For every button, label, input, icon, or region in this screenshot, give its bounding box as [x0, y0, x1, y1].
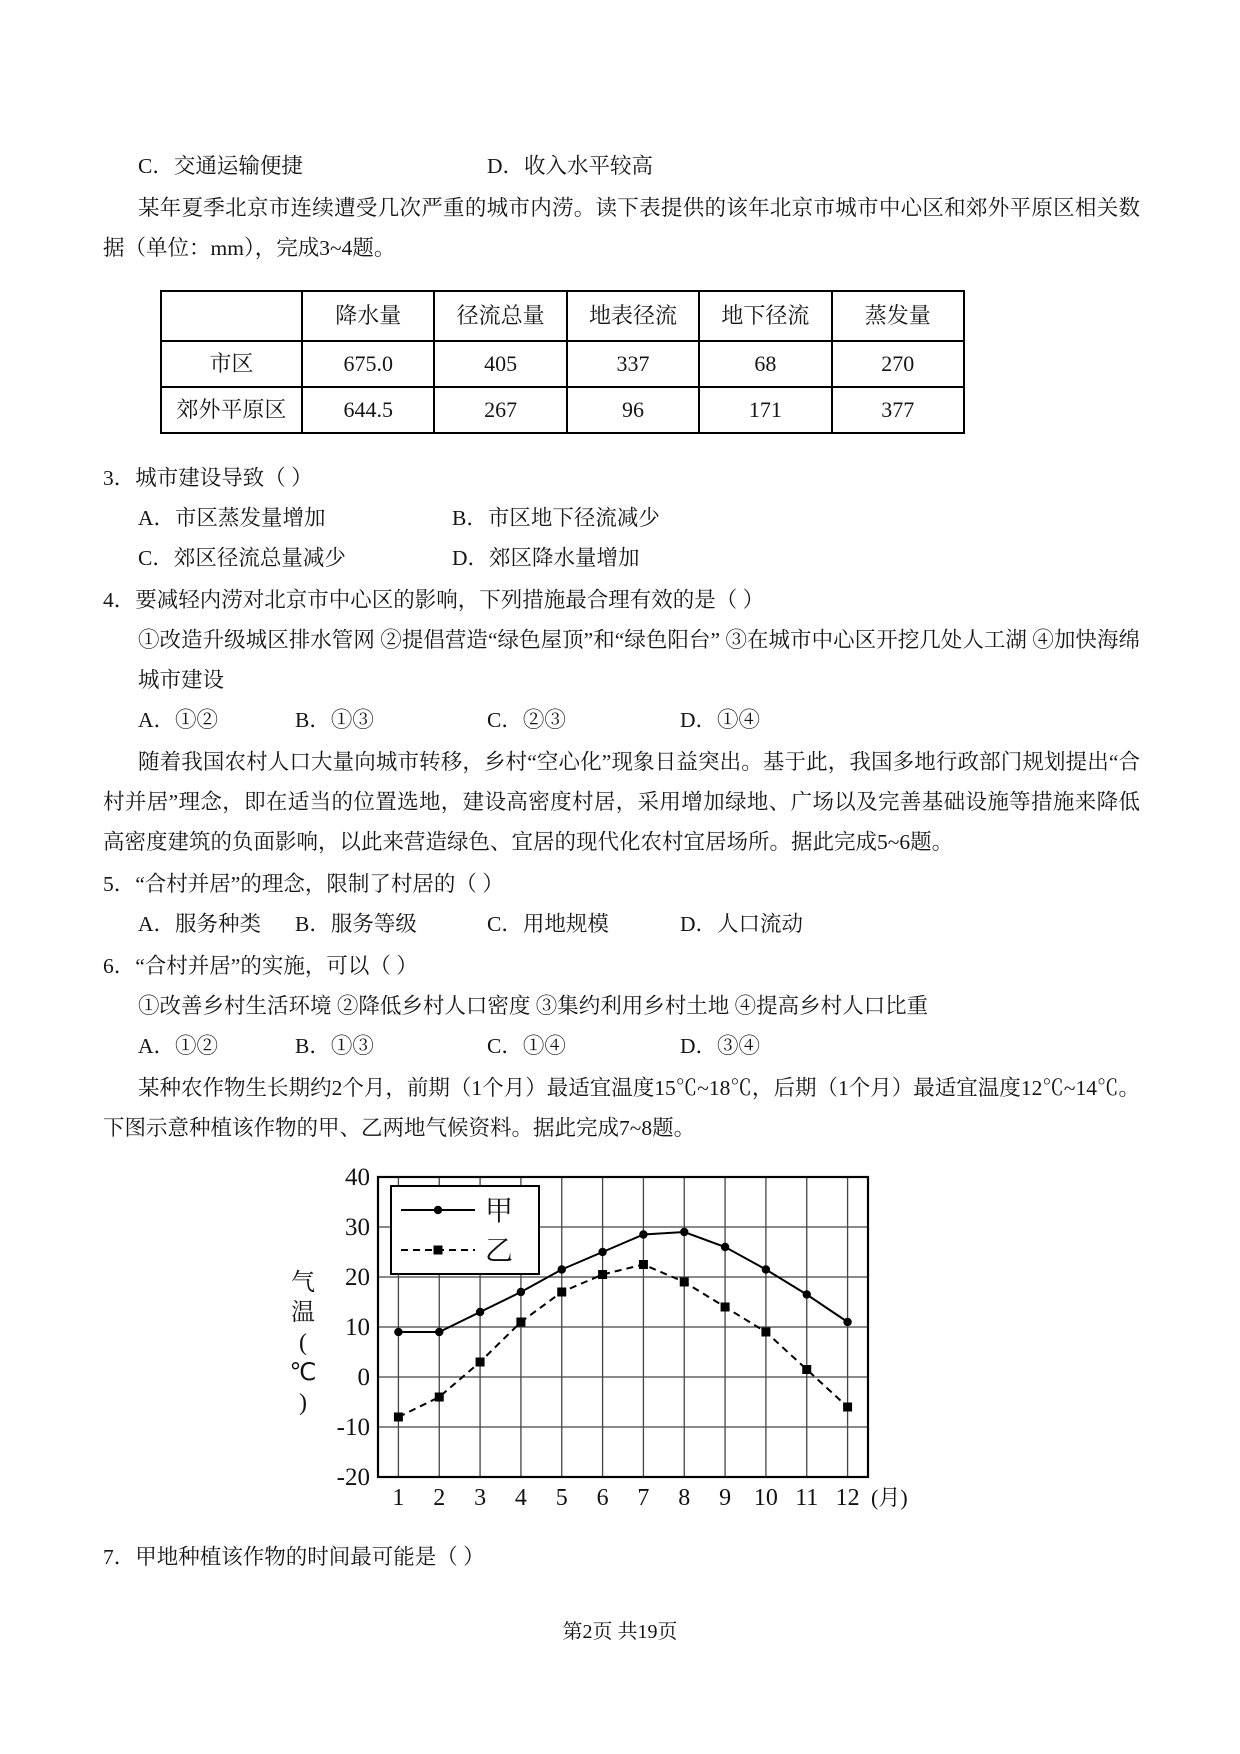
table-cell: 96 [567, 387, 699, 433]
option-a: A．①② [138, 1034, 219, 1058]
option-b: B．服务等级 [295, 912, 417, 936]
table-header-cell: 蒸发量 [832, 291, 964, 341]
table-cell: 405 [434, 341, 566, 387]
svg-text:(: ( [299, 1330, 307, 1356]
svg-text:11: 11 [795, 1485, 819, 1511]
svg-text:7: 7 [637, 1485, 650, 1511]
svg-text:甲: 甲 [485, 1196, 514, 1227]
svg-text:9: 9 [719, 1485, 732, 1511]
svg-text:(月): (月) [871, 1485, 908, 1510]
svg-text:气: 气 [291, 1270, 315, 1296]
option-a: A．①② [138, 708, 219, 732]
svg-text:20: 20 [345, 1264, 370, 1291]
table-row [161, 341, 964, 387]
table-cell: 68 [699, 341, 831, 387]
question5-options-row [103, 904, 1140, 944]
table-cell: 644.5 [302, 387, 434, 433]
table-cell: 377 [832, 387, 964, 433]
option-b: B．①③ [295, 708, 374, 732]
climate-line-chart [283, 1162, 923, 1535]
question3-options-row1 [103, 498, 1140, 538]
svg-text:乙: 乙 [485, 1236, 514, 1267]
runoff-data-table [160, 290, 965, 434]
table-cell: 675.0 [302, 341, 434, 387]
option-c: C．用地规模 [487, 912, 609, 936]
option-d: D．人口流动 [680, 912, 804, 936]
svg-text:℃: ℃ [289, 1360, 317, 1386]
svg-text:-10: -10 [336, 1414, 370, 1441]
intro-crop-paragraph: 某种农作物生长期约2个月，前期（1个月）最适宜温度15℃~18℃，后期（1个月）最适宜温度12℃~14℃。下图示意种植该作物的甲、乙两地气候资料。据此完成7~8题。 [103, 1076, 1140, 1140]
row-label: 市区 [161, 341, 302, 387]
option-a: A．市区蒸发量增加 [138, 506, 326, 530]
svg-text:3: 3 [474, 1485, 487, 1511]
question6-items: ①改善乡村生活环境 ②降低乡村人口密度 ③集约利用乡村土地 ④提高乡村人口比重 [138, 994, 929, 1018]
table-header-cell: 地下径流 [699, 291, 831, 341]
svg-text:40: 40 [345, 1164, 370, 1191]
question4-stem: 4．要减轻内涝对北京市中心区的影响，下列措施最合理有效的是（ ） [103, 588, 765, 612]
question2-options-row [103, 146, 1140, 186]
table-cell: 270 [832, 341, 964, 387]
svg-text:5: 5 [555, 1485, 568, 1511]
table-header-cell: 地表径流 [567, 291, 699, 341]
svg-text:30: 30 [345, 1214, 370, 1241]
page-number: 第2页 共19页 [562, 1621, 678, 1643]
option-d: D．郊区降水量增加 [452, 546, 640, 570]
table-header-cell: 降水量 [302, 291, 434, 341]
svg-text:6: 6 [596, 1485, 609, 1511]
table-cell: 171 [699, 387, 831, 433]
table-row [161, 387, 964, 433]
svg-text:): ) [299, 1390, 307, 1416]
svg-text:温: 温 [291, 1300, 315, 1326]
svg-text:10: 10 [345, 1314, 370, 1341]
svg-text:4: 4 [514, 1485, 527, 1511]
table-header-row [161, 291, 964, 341]
question4-items: ①改造升级城区排水管网 ②提倡营造“绿色屋顶”和“绿色阳台” ③在城市中心区开挖几处人工湖 ④加快海绵城市建设 [138, 628, 1140, 692]
question7-stem: 7．甲地种植该作物的时间最可能是（ ） [103, 1545, 485, 1569]
option-d: D．③④ [680, 1034, 761, 1058]
question3-stem: 3．城市建设导致（ ） [103, 466, 313, 490]
svg-text:2: 2 [433, 1485, 446, 1511]
option-b: B．市区地下径流减少 [452, 506, 660, 530]
intro-village-paragraph: 随着我国农村人口大量向城市转移，乡村“空心化”现象日益突出。基于此，我国多地行政部门规划提出“合村并居”理念，即在适当的位置选地，建设高密度村居，采用增加绿地、广场以及完善基础设施等措施来降低高密度建筑的负面影响，以此来营造绿色、宜居的现代化农村宜居场所。据此完成5~6题。 [103, 750, 1140, 854]
option-b: B．①③ [295, 1034, 374, 1058]
temperature-chart-svg [283, 1162, 923, 1522]
row-label: 郊外平原区 [161, 387, 302, 433]
option-a: A．服务种类 [138, 912, 262, 936]
option-d: D．①④ [680, 708, 761, 732]
option-c: C．①④ [487, 1034, 566, 1058]
option-c: C．郊区径流总量减少 [138, 546, 346, 570]
option-c: C．交通运输便捷 [138, 154, 303, 178]
option-d: D．收入水平较高 [487, 154, 654, 178]
intro-flood-paragraph: 某年夏季北京市连续遭受几次严重的城市内涝。读下表提供的该年北京市城市中心区和郊外平原区相关数据（单位：mm），完成3~4题。 [103, 196, 1140, 260]
svg-text:8: 8 [678, 1485, 691, 1511]
svg-text:0: 0 [357, 1364, 370, 1391]
option-c: C．②③ [487, 708, 566, 732]
question5-stem: 5．“合村并居”的理念，限制了村居的（ ） [103, 872, 504, 896]
svg-text:12: 12 [835, 1485, 860, 1511]
table-cell: 337 [567, 341, 699, 387]
table-header-cell [161, 291, 302, 341]
svg-text:-20: -20 [336, 1464, 370, 1491]
question6-stem: 6．“合村并居”的实施，可以（ ） [103, 954, 418, 978]
svg-text:1: 1 [392, 1485, 405, 1511]
table-cell: 267 [434, 387, 566, 433]
question6-options-row [103, 1026, 1140, 1066]
svg-text:10: 10 [753, 1485, 778, 1511]
question3-options-row2 [103, 538, 1140, 578]
table-header-cell: 径流总量 [434, 291, 566, 341]
question4-options-row [103, 700, 1140, 740]
